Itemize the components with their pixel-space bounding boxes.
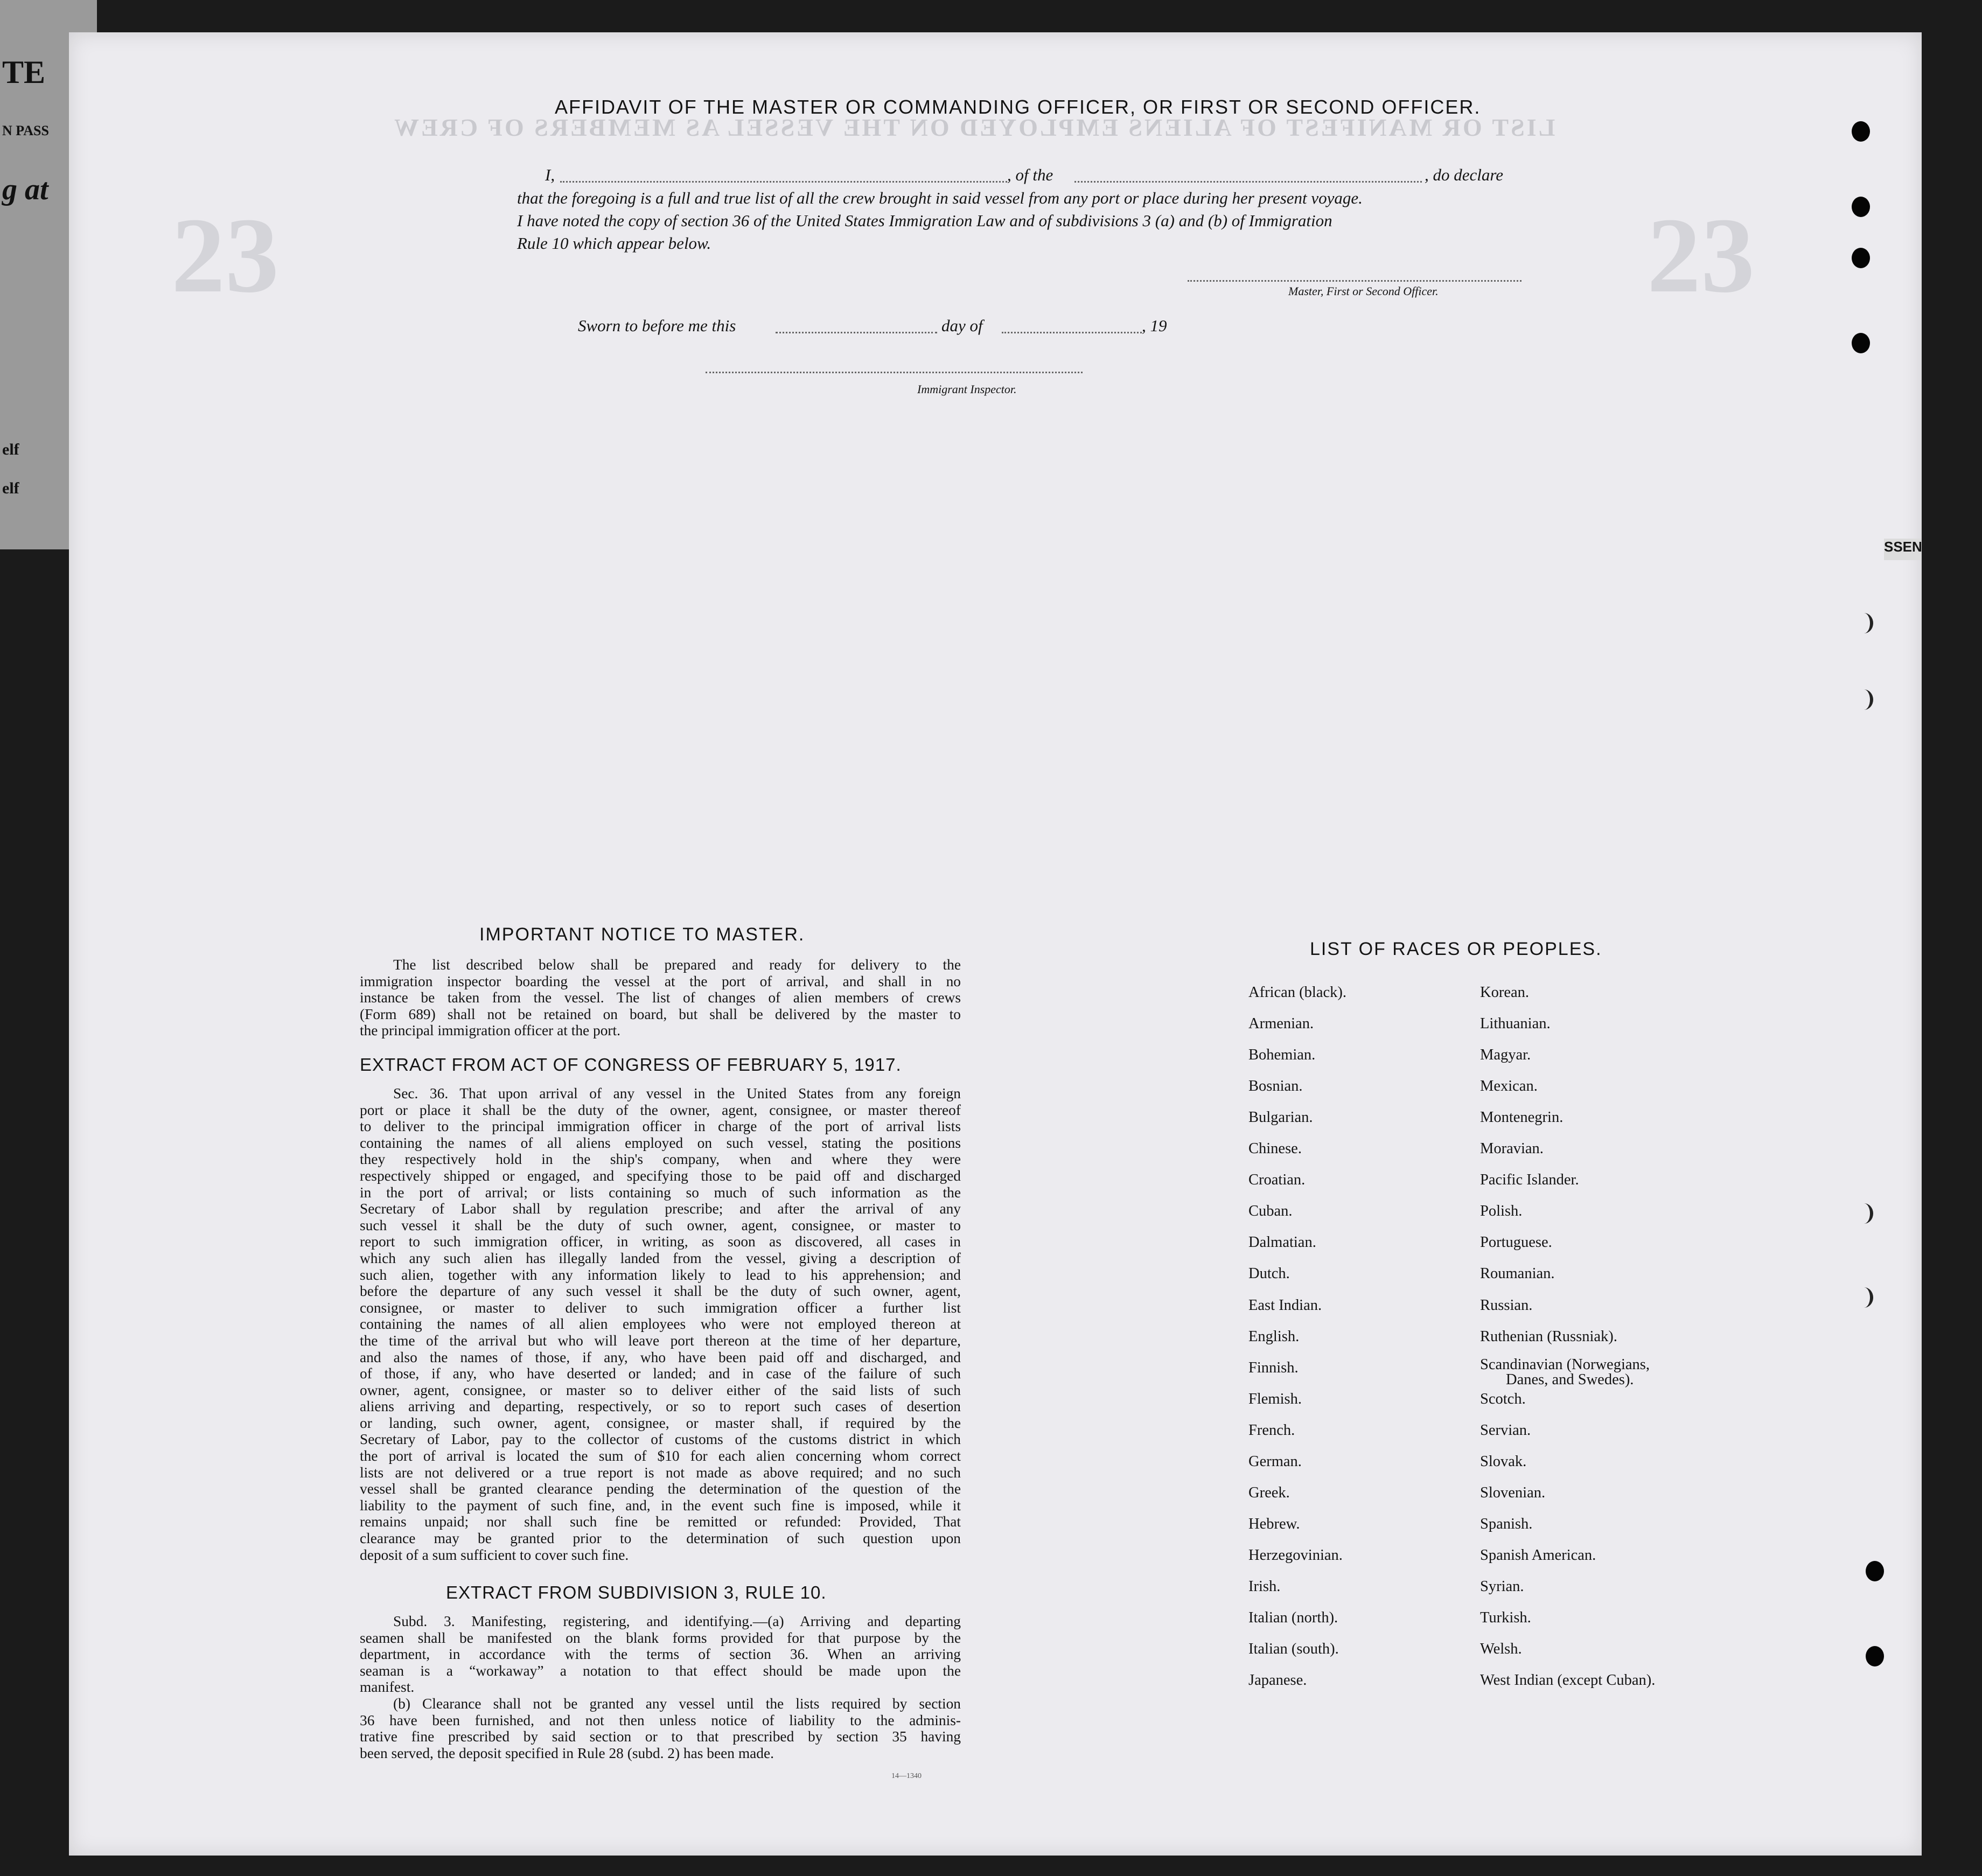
affidavit-line: Rule 10 which appear below. (517, 234, 711, 253)
affidavit-line: , do declare (1425, 165, 1504, 184)
race-item: Italian (north). (1248, 1609, 1338, 1626)
text-line: the time of the arrival but who will leave port thereon at the time of her departure, (360, 1332, 961, 1349)
text-line: seaman is a “workaway” a notation to that effect should be made upon the (360, 1662, 961, 1679)
punch-hole (1852, 248, 1870, 268)
text-line: manifest. (360, 1679, 415, 1696)
race-item: Turkish. (1480, 1609, 1531, 1626)
punch-hole (1852, 197, 1870, 217)
text-line: or landing, such owner, agent, consignee, or master shall, if required by the (360, 1414, 961, 1431)
race-item: Bosnian. (1248, 1078, 1303, 1095)
race-item: Flemish. (1248, 1390, 1302, 1407)
form-number: 14—1340 (891, 1772, 922, 1780)
edge-fragment: N PASS (2, 123, 49, 138)
punch-hole (1855, 613, 1873, 633)
text-line: such vessel it shall be the duty of such owner, agent, consignee, or master to (360, 1217, 961, 1233)
sworn-line: Sworn to before me this (578, 316, 736, 335)
race-item: Chinese. (1248, 1140, 1302, 1157)
race-item: Armenian. (1248, 1015, 1314, 1033)
sworn-line: day of (941, 316, 983, 335)
bleed-through: 23 (1647, 196, 1755, 315)
race-item: West Indian (except Cuban). (1480, 1672, 1656, 1689)
race-item: Welsh. (1480, 1641, 1522, 1658)
race-item: Hebrew. (1248, 1515, 1300, 1532)
document-page (69, 32, 1922, 1856)
act-extract-text (360, 1085, 961, 1563)
text-line: immigration inspector boarding the vessel at the port of arrival, and shall in no (360, 973, 961, 989)
text-line: owner, agent, consignee, or master so to deliver either of the said lists of such (360, 1382, 961, 1398)
bleed-through: LIST OR MANIFEST OF ALIENS EMPLOYED ON THE VESSEL AS MEMBERS OF CREW (392, 114, 1555, 141)
race-item: Scotch. (1480, 1390, 1526, 1407)
punch-hole (1852, 121, 1870, 142)
text-line: in the port of arrival; or lists containing so much of such information as the (360, 1184, 961, 1201)
blank-line (560, 181, 1007, 183)
text-line: consignee, or master to deliver to such immigration officer a further list (360, 1299, 961, 1316)
race-item: Korean. (1480, 984, 1529, 1001)
text-line: seamen shall be manifested on the blank forms provided for that purpose by the (360, 1629, 961, 1646)
race-item: East Indian. (1248, 1296, 1322, 1314)
race-item: Pacific Islander. (1480, 1171, 1579, 1189)
rule-extract-text (360, 1613, 961, 1761)
race-item: Servian. (1480, 1421, 1531, 1439)
affidavit-line: , of the (1007, 165, 1053, 184)
race-item: Finnish. (1248, 1359, 1299, 1376)
race-item: Ruthenian (Russniak). (1480, 1328, 1617, 1345)
race-item: Portuguese. (1480, 1234, 1552, 1251)
race-item: Bohemian. (1248, 1047, 1316, 1064)
text-line: of those, if any, who have deserted or landed; and in case of the failure of such (360, 1365, 961, 1382)
race-item: Italian (south). (1248, 1641, 1339, 1658)
race-item: Lithuanian. (1480, 1015, 1551, 1033)
race-item: Scandinavian (Norwegians, (1480, 1356, 1650, 1373)
punch-hole (1855, 1287, 1873, 1308)
text-line: containing the names of all alien employees who were not employed thereon at (360, 1316, 961, 1333)
text-line: liability to the payment of such fine, and, in the event such fine is imposed, while it (360, 1497, 961, 1514)
race-item: Montenegrin. (1480, 1109, 1564, 1126)
text-line: which any such alien has illegally landed from the vessel, giving a description of (360, 1250, 961, 1266)
text-line: aliens arriving and departing, respectively, or so to report such cases of desertion (360, 1398, 961, 1415)
edge-fragment: elf (2, 441, 19, 458)
text-line: and also the names of those, if any, who have been paid off and discharged, and (360, 1349, 961, 1365)
text-line: Subd. 3. Manifesting, registering, and identifying.—(a) Arriving and departing (393, 1613, 961, 1629)
races-title: LIST OF RACES OR PEOPLES. (1310, 939, 1602, 959)
text-line: trative fine prescribed by said section or to that prescribed by section 35 having (360, 1728, 961, 1745)
text-line: department, in accordance with the terms of section 36. When an arriving (360, 1646, 961, 1663)
signature-label: Master, First or Second Officer. (1288, 284, 1439, 298)
text-line: respectively shipped or engaged, and specifying those to be paid off and discharged (360, 1167, 961, 1184)
signature-line (706, 372, 1083, 373)
affidavit-title: AFFIDAVIT OF THE MASTER OR COMMANDING OFFICER, OR FIRST OR SECOND OFFICER. (555, 96, 1481, 118)
text-line: 36 have been furnished, and not then unless notice of liability to the adminis- (360, 1712, 961, 1728)
affidavit-line: I have noted the copy of section 36 of the United States Immigration Law and of subdivisions 3 (a) and (b) of Immigration (517, 211, 1332, 230)
race-item: Greek. (1248, 1484, 1290, 1501)
race-item: German. (1248, 1453, 1302, 1470)
edge-fragment: TE (2, 54, 46, 90)
punch-hole (1855, 1203, 1873, 1224)
text-line: deposit of a sum sufficient to cover such fine. (360, 1546, 629, 1563)
race-item: African (black). (1248, 984, 1346, 1001)
race-item: Croatian. (1248, 1171, 1306, 1189)
race-item: Spanish American. (1480, 1546, 1596, 1564)
edge-fragment: g at (2, 173, 48, 206)
text-line: before the departure of any such vessel it shall be the duty of such owner, agent, (360, 1283, 961, 1300)
text-line: to deliver to the principal immigration officer in charge of the port of arrival lists (360, 1118, 961, 1135)
text-line: instance be taken from the vessel. The list of changes of alien members of crews (360, 989, 961, 1006)
text-line: the port of arrival is located the sum of $10 for each alien concerning whom correct (360, 1448, 961, 1464)
race-item: Irish. (1248, 1578, 1281, 1595)
text-line: clearance may be granted prior to the determination of such question upon (360, 1530, 961, 1547)
edge-fragment: SSEN (1884, 539, 1922, 560)
text-line: the principal immigration officer at the port. (360, 1022, 621, 1039)
text-line: Secretary of Labor, pay to the collector of customs of the customs district in which (360, 1431, 961, 1448)
text-line: been served, the deposit specified in Rule 28 (subd. 2) has been made. (360, 1745, 774, 1761)
signature-line (1188, 280, 1522, 282)
blank-line (1002, 332, 1142, 333)
text-line: they respectively hold in the ship's company, when and where they were (360, 1151, 961, 1168)
text-line: The list described below shall be prepared and ready for delivery to the (393, 957, 961, 973)
punch-hole (1866, 1561, 1884, 1581)
edge-fragment: elf (2, 479, 19, 497)
race-item: Spanish. (1480, 1515, 1533, 1532)
race-item: Dutch. (1248, 1265, 1290, 1282)
text-line: such alien, together with any information likely to lead to his apprehension; and (360, 1266, 961, 1283)
race-item: Syrian. (1480, 1578, 1524, 1595)
notice-title: IMPORTANT NOTICE TO MASTER. (479, 924, 805, 945)
inspector-label: Immigrant Inspector. (917, 382, 1017, 396)
race-item: English. (1248, 1328, 1300, 1345)
text-line: report to such immigration officer, in writing, as soon as discovered, all cases in (360, 1233, 961, 1250)
blank-line (776, 332, 937, 333)
text-line: port or place it shall be the duty of the owner, agent, consignee, or master thereof (360, 1101, 961, 1118)
race-item: Bulgarian. (1248, 1109, 1313, 1126)
affidavit-line: that the foregoing is a full and true list of all the crew brought in said vessel from any port or place during her present voyage. (517, 189, 1363, 207)
race-item: Herzegovinian. (1248, 1546, 1343, 1564)
sworn-line: , 19 (1142, 316, 1167, 335)
race-item: Magyar. (1480, 1047, 1531, 1064)
punch-hole (1852, 333, 1870, 353)
text-line: Secretary of Labor shall by regulation prescribe; and after the arrival of any (360, 1201, 961, 1217)
race-item: Slovenian. (1480, 1484, 1546, 1501)
race-item: Polish. (1480, 1203, 1523, 1220)
punch-hole (1855, 689, 1873, 710)
race-item-continuation: Danes, and Swedes). (1506, 1371, 1634, 1388)
race-item: Mexican. (1480, 1078, 1538, 1095)
race-item: Moravian. (1480, 1140, 1544, 1157)
text-line: lists are not delivered or a true report is not made as above required; and no such (360, 1464, 961, 1481)
text-line: (Form 689) shall not be retained on board, but shall be delivered by the master to (360, 1006, 961, 1022)
affidavit-line: I, (545, 165, 555, 184)
text-line: (b) Clearance shall not be granted any vessel until the lists required by section (393, 1695, 961, 1712)
text-line: Sec. 36. That upon arrival of any vessel in the United States from any foreign (393, 1085, 961, 1101)
race-item: French. (1248, 1421, 1295, 1439)
blank-line (1074, 181, 1422, 183)
act-extract-title: EXTRACT FROM ACT OF CONGRESS OF FEBRUARY 5, 1917. (360, 1055, 902, 1075)
text-line: vessel shall be granted clearance pending the determination of the question of the (360, 1481, 961, 1497)
race-item: Slovak. (1480, 1453, 1527, 1470)
rule-extract-title: EXTRACT FROM SUBDIVISION 3, RULE 10. (446, 1582, 827, 1602)
bleed-through: 23 (171, 196, 279, 315)
text-line: containing the names of all aliens employed on such vessel, stating the positions (360, 1134, 961, 1151)
race-item: Japanese. (1248, 1672, 1307, 1689)
punch-hole (1866, 1646, 1884, 1666)
text-line: remains unpaid; nor shall such fine be remitted or refunded: Provided, That (360, 1514, 961, 1530)
race-item: Russian. (1480, 1296, 1533, 1314)
race-item: Cuban. (1248, 1203, 1293, 1220)
notice-text (360, 957, 961, 1039)
race-item: Roumanian. (1480, 1265, 1555, 1282)
race-item: Dalmatian. (1248, 1234, 1316, 1251)
